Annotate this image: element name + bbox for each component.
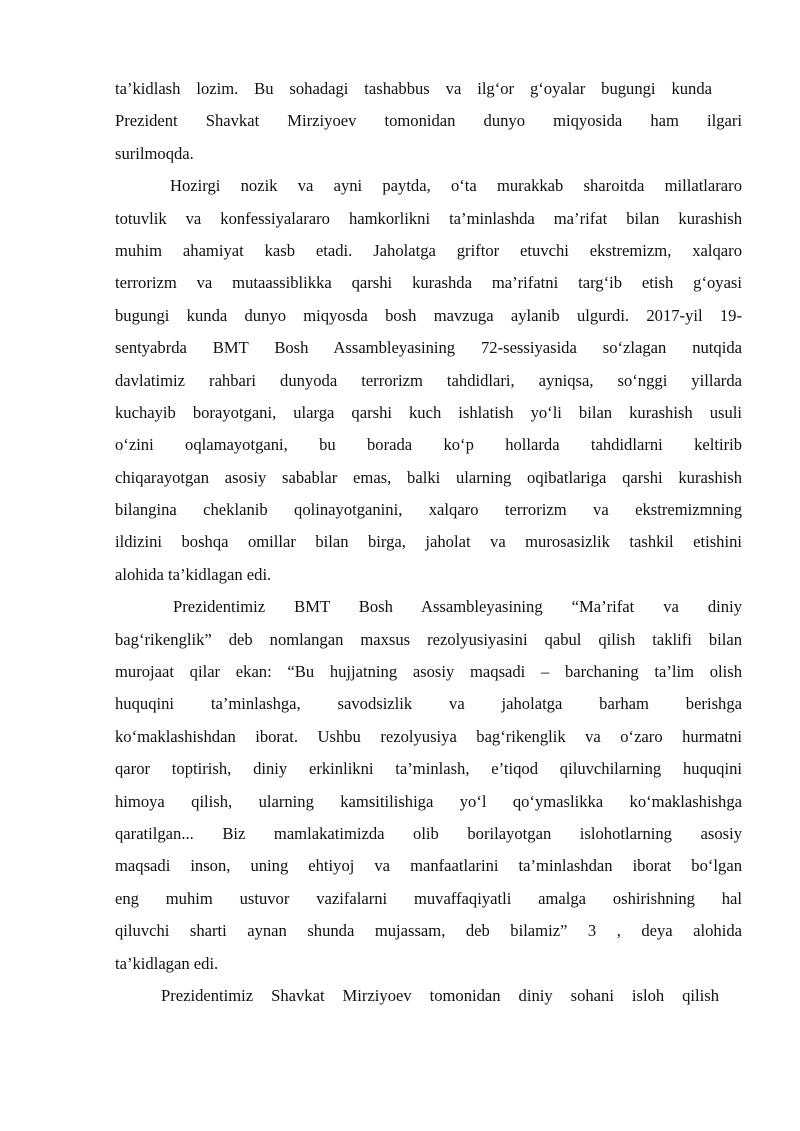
text-line: chiqarayotgan asosiy sabablar emas, balki ularning oqibatlariga qarshi kurashish bbox=[115, 467, 742, 487]
document-body bbox=[115, 73, 742, 1012]
text-line: qiluvchi sharti aynan shunda mujassam, deb bilamiz” 3 , deya alohida bbox=[115, 921, 742, 941]
text-line: sentyabrda BMT Bosh Assambleyasining 72-sessiyasida so‘zlagan nutqida bbox=[115, 338, 742, 358]
text-line: terrorizm va mutaassiblikka qarshi kurashda ma’rifatni targ‘ib etish g‘oyasi bbox=[115, 273, 742, 293]
text-line: qaratilgan... Biz mamlakatimizda olib borilayotgan islohotlarning asosiy bbox=[115, 823, 742, 843]
text-line: o‘zini oqlamayotgani, bu borada ko‘p hollarda tahdidlarni keltirib bbox=[115, 435, 742, 455]
text-line: bugungi kunda dunyo miqyosda bosh mavzuga aylanib ulgurdi. 2017-yil 19- bbox=[115, 305, 742, 325]
text-line: ildizini boshqa omillar bilan birga, jaholat va murosasizlik tashkil etishini bbox=[115, 532, 742, 552]
text-line: qaror toptirish, diniy erkinlikni ta’minlash, e’tiqod qiluvchilarning huquqini bbox=[115, 759, 742, 779]
text-line: bilangina cheklanib qolinayotganini, xalqaro terrorizm va ekstremizmning bbox=[115, 500, 742, 520]
text-line: ta’kidlash lozim. Bu sohadagi tashabbus va ilg‘or g‘oyalar bugungi kunda bbox=[115, 79, 712, 98]
text-line: totuvlik va konfessiyalararo hamkorlikni ta’minlashda ma’rifat bilan kurashish bbox=[115, 208, 742, 228]
text-line: kuchayib borayotgani, ularga qarshi kuch ishlatish yo‘li bilan kurashish usuli bbox=[115, 402, 742, 422]
text-line: ko‘maklashishdan iborat. Ushbu rezolyusiya bag‘rikenglik va o‘zaro hurmatni bbox=[115, 726, 742, 746]
text-line: muhim ahamiyat kasb etadi. Jaholatga griftor etuvchi ekstremizm, xalqaro bbox=[115, 240, 742, 260]
text-line: Hozirgi nozik va ayni paytda, o‘ta murakkab sharoitda millatlararo bbox=[170, 176, 742, 196]
text-line: murojaat qilar ekan: “Bu hujjatning asosiy maqsadi – barchaning ta’lim olish bbox=[115, 662, 742, 682]
text-line: alohida ta’kidlagan edi. bbox=[115, 564, 272, 584]
text-line: Prezidentimiz Shavkat Mirziyoev tomonidan diniy sohani isloh qilish bbox=[161, 985, 719, 1005]
text-line: Prezident Shavkat Mirziyoev tomonidan dunyo miqyosida ham ilgari bbox=[115, 111, 742, 131]
text-line: surilmoqda. bbox=[115, 143, 194, 163]
text-line: eng muhim ustuvor vazifalarni muvaffaqiyatli amalga oshirishning hal bbox=[115, 888, 742, 908]
text-line: davlatimiz rahbari dunyoda terrorizm tahdidlari, ayniqsa, so‘nggi yillarda bbox=[115, 370, 742, 390]
text-line: maqsadi inson, uning ehtiyoj va manfaatlarini ta’minlashdan iborat bo‘lgan bbox=[115, 856, 742, 876]
text-line: himoya qilish, ularning kamsitilishiga yo‘l qo‘ymaslikka ko‘maklashishga bbox=[115, 791, 742, 811]
text-line: Prezidentimiz BMT Bosh Assambleyasining “Ma’rifat va diniy bbox=[173, 597, 742, 617]
text-line: ta’kidlagan edi. bbox=[115, 953, 219, 973]
text-line: bag‘rikenglik” deb nomlangan maxsus rezolyusiyasini qabul qilish taklifi bilan bbox=[115, 629, 742, 649]
text-line: huquqini ta’minlashga, savodsizlik va jaholatga barham berishga bbox=[115, 694, 742, 714]
